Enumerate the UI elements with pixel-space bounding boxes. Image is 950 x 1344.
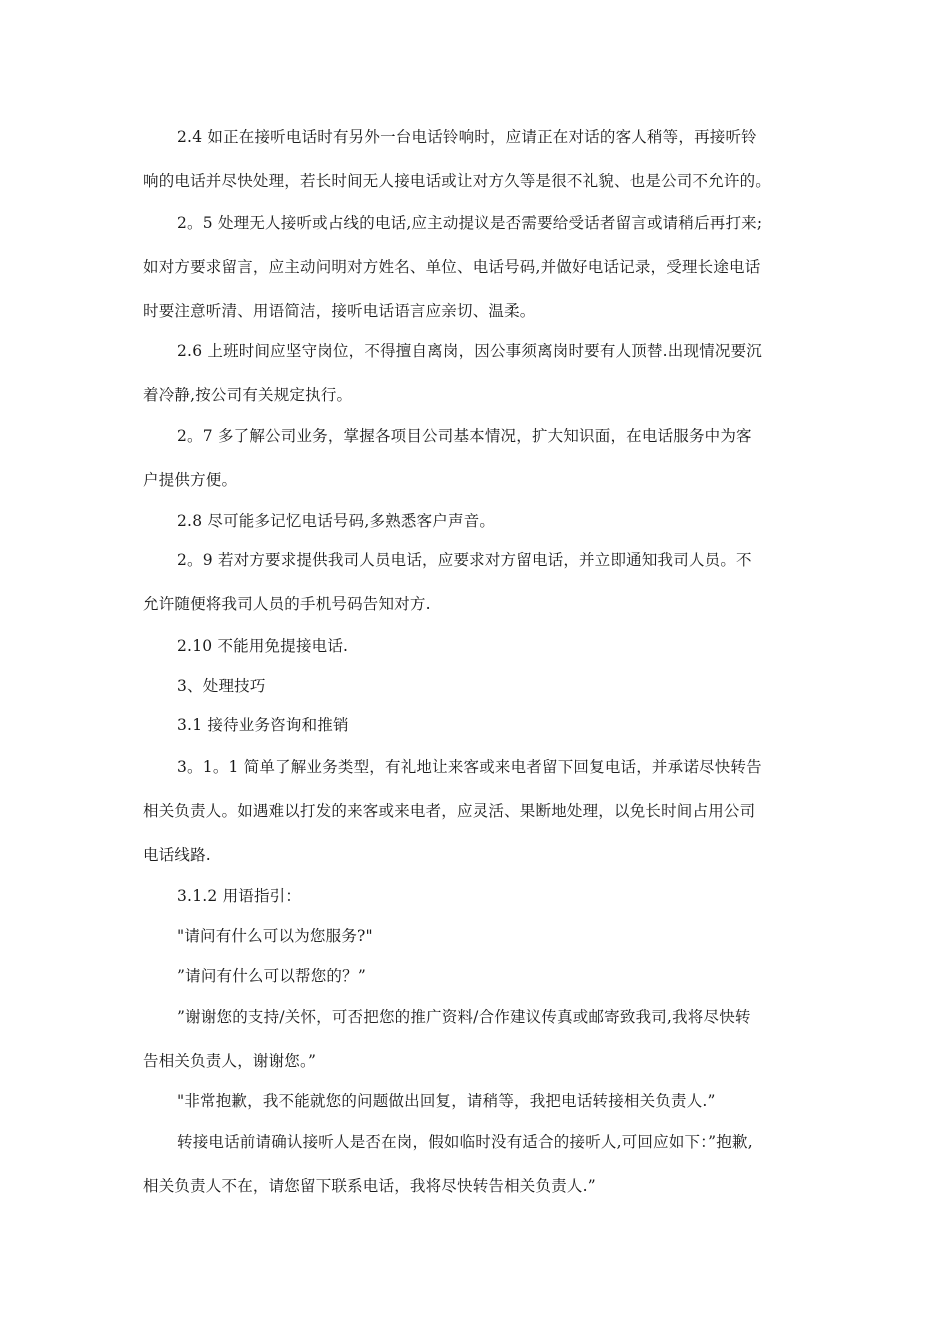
text-line: 时要注意听清、用语简洁，接听电话语言应亲切、温柔。 bbox=[143, 302, 536, 320]
text-line: "非常抱歉，我不能就您的问题做出回复，请稍等，我把电话转接相关负责人.” bbox=[177, 1092, 716, 1110]
subsection-heading: 3.1 接待业务咨询和推销 bbox=[177, 716, 349, 734]
text-line: 如对方要求留言，应主动问明对方姓名、单位、电话号码,并做好电话记录，受理长途电话 bbox=[143, 258, 761, 276]
text-line: 2.10 不能用免提接电话. bbox=[177, 637, 349, 655]
text-line: 2.8 尽可能多记忆电话号码,多熟悉客户声音。 bbox=[177, 512, 496, 530]
text-line: 响的电话并尽快处理，若长时间无人接电话或让对方久等是很不礼貌、也是公司不允许的。 bbox=[143, 172, 772, 190]
text-line: 转接电话前请确认接听人是否在岗，假如临时没有适合的接听人,可回应如下：”抱歉, bbox=[177, 1133, 753, 1151]
text-line: "请问有什么可以为您服务?" bbox=[177, 927, 373, 945]
section-heading: 3、处理技巧 bbox=[177, 677, 266, 695]
text-line: 2。9 若对方要求提供我司人员电话，应要求对方留电话，并立即通知我司人员。不 bbox=[177, 551, 752, 569]
text-line: 告相关负责人，谢谢您。” bbox=[143, 1052, 317, 1070]
text-line: 相关负责人。如遇难以打发的来客或来电者，应灵活、果断地处理，以免长时间占用公司 bbox=[143, 802, 756, 820]
text-line: 2。5 处理无人接听或占线的电话,应主动提议是否需要给受话者留言或请稍后再打来; bbox=[177, 214, 763, 232]
text-line: 3。1。1 简单了解业务类型，有礼地让来客或来电者留下回复电话，并承诺尽快转告 bbox=[177, 758, 762, 776]
text-line: ”请问有什么可以帮您的？” bbox=[177, 967, 366, 985]
text-line: 相关负责人不在，请您留下联系电话，我将尽快转告相关负责人.” bbox=[143, 1177, 596, 1195]
text-line: 电话线路. bbox=[143, 846, 211, 864]
text-line: 2。7 多了解公司业务，掌握各项目公司基本情况，扩大知识面，在电话服务中为客 bbox=[177, 427, 752, 445]
text-line: ”谢谢您的支持/关怀，可否把您的推广资料/合作建议传真或邮寄致我司,我将尽快转 bbox=[177, 1008, 751, 1026]
text-line: 2.6 上班时间应坚守岗位，不得擅自离岗，因公事须离岗时要有人顶替.出现情况要沉 bbox=[177, 342, 763, 360]
text-line: 3.1.2 用语指引： bbox=[177, 887, 302, 905]
text-line: 着冷静,按公司有关规定执行。 bbox=[143, 386, 353, 404]
text-line: 户提供方便。 bbox=[143, 471, 238, 489]
text-line: 2.4 如正在接听电话时有另外一台电话铃响时，应请正在对话的客人稍等，再接听铃 bbox=[177, 128, 757, 146]
text-line: 允许随便将我司人员的手机号码告知对方. bbox=[143, 595, 431, 613]
